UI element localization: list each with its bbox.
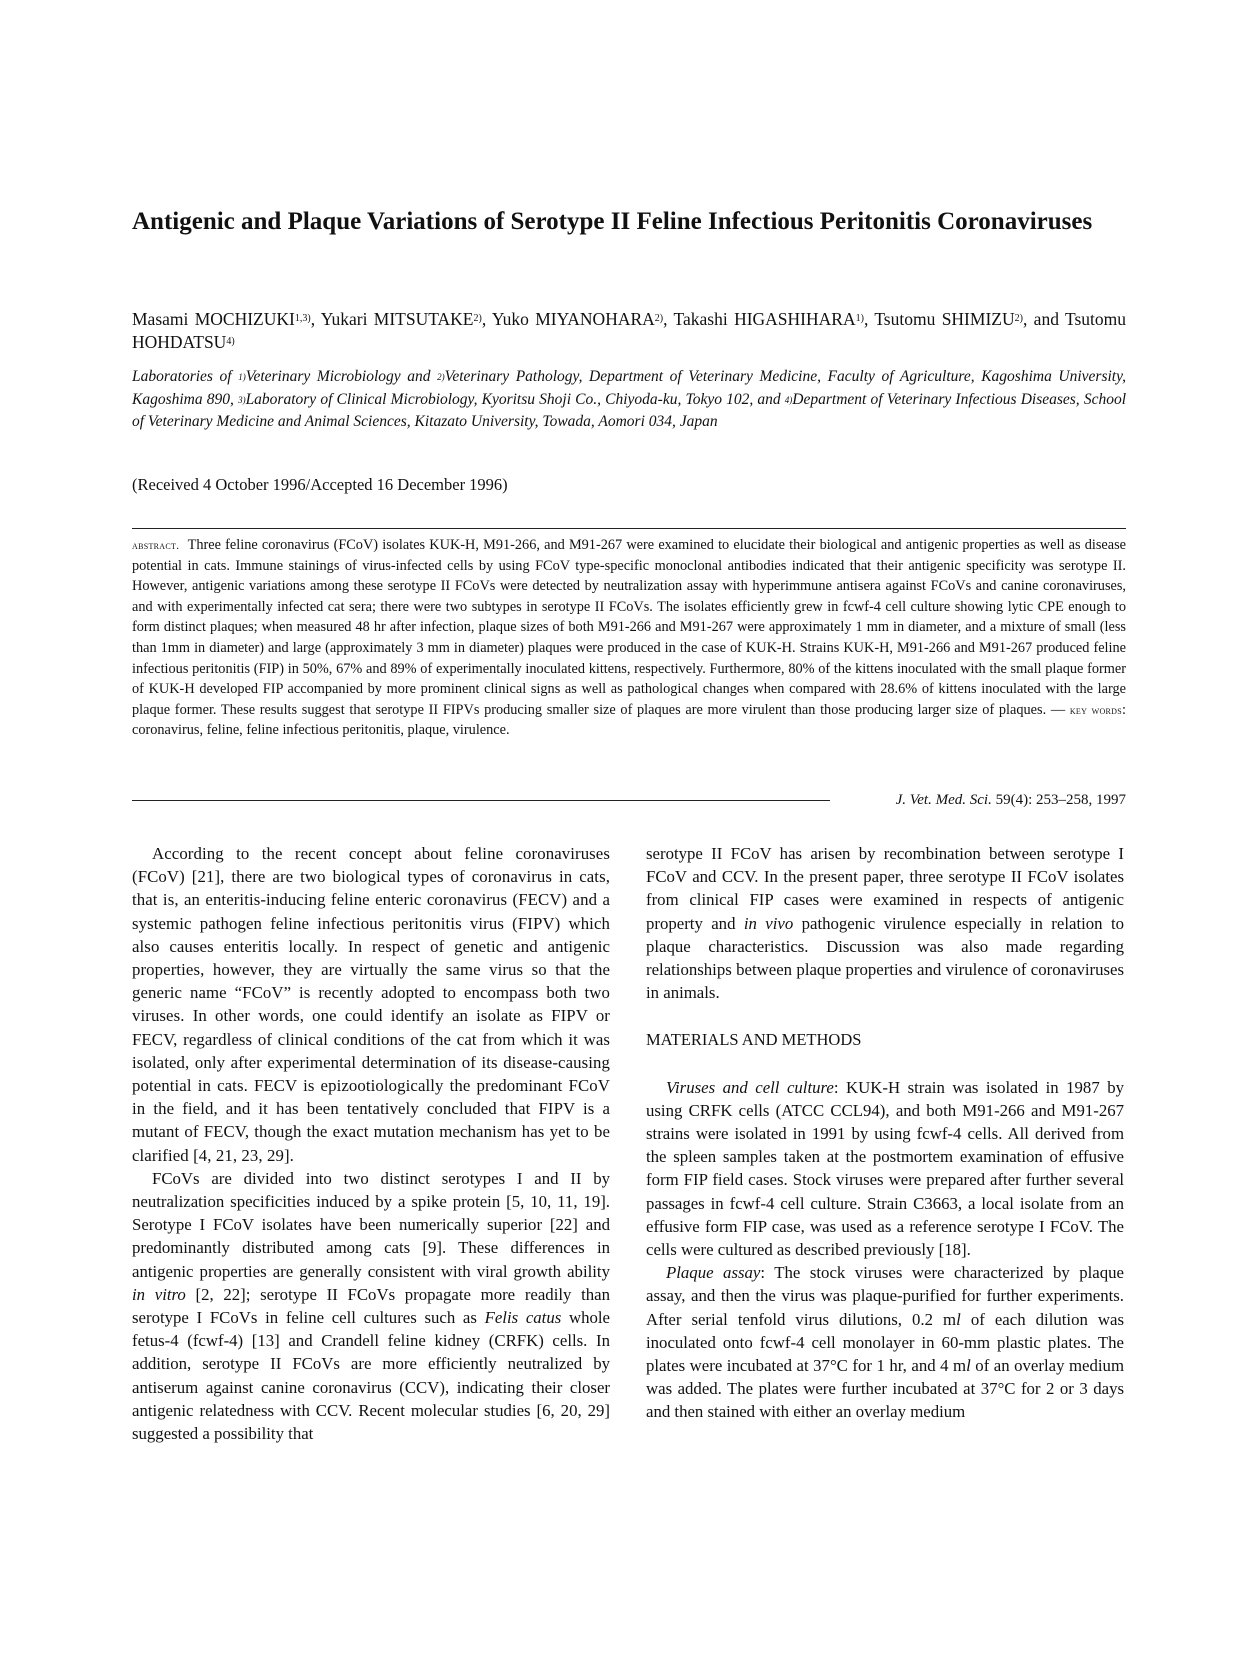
author-name: Tsutomu SHIMIZU: [874, 309, 1015, 329]
abstract: [132, 535, 1126, 741]
paragraph: FCoVs are divided into two distinct serotypes I and II by neutralization specificities induced by a spike protein [5, 10, 11, 19]. Serotype I FCoV isolates have been numerically superior [22] and predominantly distributed among cats [9]. These differences in antigenic properties are generally consistent with viral growth ability in vitro [2, 22]; serotype II FCoVs propagate more readily than serotype I FCoVs in feline cell cultures such as Felis catus whole fetus-4 (fcwf-4) [13] and Crandell feline kidney (CRFK) cells. In addition, serotype II FCoVs are more efficiently neutralized by antiserum against canine coronavirus (CCV), indicating their closer antigenic relatedness with CCV. Recent molecular studies [6, 20, 29] suggested a possibility that: [132, 1168, 610, 1444]
abstract-top-rule: [132, 528, 1126, 529]
author-name: Takashi HIGASHIHARA: [673, 309, 856, 329]
author-affiliation-mark: 1): [855, 313, 864, 324]
author-list: Masami MOCHIZUKI$^{1,3)}$, Yukari MITSUTAKE$^{2)}$, Yuko MIYANOHARA$^{2)}$, Takashi HIGASHIHARA$^{1)}$, Tsutomu SHIMIZU$^{2)}$, and Tsutomu HOHDATSU$^{4)}$: [132, 309, 1126, 352]
citation-row: [132, 788, 1126, 812]
article-title: Antigenic and Plaque Variations of Serotype II Feline Infectious Peritonitis Coronaviruses: [132, 208, 1093, 235]
author-affiliation-mark: 1,3): [294, 313, 311, 324]
right-column: [646, 842, 1124, 1424]
author-affiliation-mark: 2): [654, 313, 664, 324]
subsection-label: Viruses and cell culture: [666, 1077, 834, 1097]
journal-name: J. Vet. Med. Sci.: [895, 792, 992, 808]
journal-volume-pages: 59(4): 253–258, 1997: [995, 792, 1126, 808]
abstract-text: Three feline coronavirus (FCoV) isolates KUK-H, M91-266, and M91-267 were examined to elucidate their biological and antigenic properties as well as disease potential in cats. Immune stainings of virus-infected cells by using FCoV type-specific monoclonal antibodies indicated that their antigenic specificity was serotype II. However, antigenic variations among these serotype II FCoVs were detected by neutralization assay with hyperimmune antisera against FCoVs and canine coronaviruses, and with experimentally infected cat sera; there were two subtypes in serotype II FCoVs. The isolates efficiently grew in fcwf-4 cell culture showing lytic CPE enough to form distinct plaques; when measured 48 hr after infection, plaque sizes of both M91-266 and M91-267 were approximately 1 mm in diameter, and a mixture of small (less than 1mm in diameter) and large (approximately 3 mm in diameter) plaques were produced in the case of KUK-H. Strains KUK-H, M91-266 and M91-267 produced feline infectious peritonitis (FIP) in 50%, 67% and 89% of experimentally inoculated kittens, respectively. Furthermore, 80% of the kittens inoculated with the small plaque former of KUK-H developed FIP accompanied by more prominent clinical signs as well as pathological changes when compared with 28.6% of kittens inoculated with the large plaque former. These results suggest that serotype II FIPVs producing smaller size of plaques are more virulent than those producing larger size of plaques. —: [132, 537, 1126, 718]
abstract-bottom-rule: [132, 800, 830, 801]
journal-citation: [896, 788, 1126, 812]
left-column: [132, 842, 610, 1445]
author-affiliation-mark: 2): [1014, 313, 1023, 324]
author-name: Tsutomu HOHDATSU: [132, 309, 1126, 352]
affiliations: Laboratories of $^{1)}$Veterinary Microbiology and $^{2)}$Veterinary Pathology, Department of Veterinary Medicine, Faculty of Agriculture, Kagoshima University, Kagoshima 890, $^{3)}$Laboratory of Clinical Microbiology, Kyoritsu Shoji Co., Chiyoda-ku, Tokyo 102, and $^{4)}$Department of Veterinary Infectious Diseases, School of Veterinary Medicine and Animal Sciences, Kitazato University, Towada, Aomori 034, Japan: [132, 368, 1127, 430]
paragraph: Plaque assay: The stock viruses were characterized by plaque assay, and then the virus was plaque-purified for further experiments. After serial tenfold virus dilutions, 0.2 ml of each dilution was inoculated onto fcwf-4 cell monolayer in 60-mm plastic plates. The plates were incubated at 37°C for 1 hr, and 4 ml of an overlay medium was added. The plates were further incubated at 37°C for 2 or 3 days and then stained with either an overlay medium: [646, 1263, 1124, 1422]
author-conjunction: and: [1033, 309, 1059, 329]
paragraph: According to the recent concept about feline coronaviruses (FCoV) [21], there are two biological types of coronavirus in cats, that is, an enteritis-inducing feline enteric coronavirus (FECV) and a systemic pathogen feline infectious peritonitis virus (FIPV) which also causes enteritis locally. In respect of genetic and antigenic properties, however, they are virtually the same virus so that the generic name “FCoV” is recently adopted to encompass both two viruses. In other words, one could identify an isolate as FIPV or FECV, regardless of clinical conditions of the cat from which it was isolated, only after experimental determination of its disease-causing potential in cats. FECV is epizootiologically the predominant FCoV in the field, and it has been tentatively concluded that FIPV is a mutant of FECV, though the exact mutation mechanism has yet to be clarified [4, 21, 23, 29].: [132, 844, 610, 1165]
keywords: : coronavirus, feline, feline infectious peritonitis, plaque, virulence.: [132, 701, 1126, 739]
received-dates: (Received 4 October 1996/Accepted 16 December 1996): [132, 475, 508, 494]
author-affiliation-mark: 2): [473, 313, 482, 324]
author-name: Yuko MIYANOHARA: [491, 309, 655, 329]
paragraph: Viruses and cell culture: KUK-H strain was isolated in 1987 by using CRFK cells (ATCC CCL94), and both M91-266 and M91-267 strains were isolated in 1991 by using fcwf-4 cells. All derived from the spleen samples taken at the postmortem examination of effusive form FIP field cases. Stock viruses were prepared after further several passages in fcwf-4 cell culture. Strain C3663, a local isolate from an effusive form FIP case, was used as a reference serotype I FCoV. The cells were cultured as described previously [18].: [646, 1077, 1124, 1260]
subsection-label: Plaque assay: [666, 1263, 761, 1283]
abstract-label: abstract.: [132, 538, 180, 552]
author-affiliation-mark: 4): [226, 336, 235, 347]
section-heading: MATERIALS AND METHODS: [646, 1030, 862, 1050]
keywords-label: key words: [1069, 702, 1123, 717]
paragraph: serotype II FCoV has arisen by recombination between serotype I FCoV and CCV. In the present paper, three serotype II FCoV isolates from clinical FIP cases were examined in respects of antigenic property and in vivo pathogenic virulence especially in relation to plaque characteristics. Discussion was also made regarding relationships between plaque properties and virulence of coronaviruses in animals.: [646, 844, 1124, 1003]
author-name: Masami MOCHIZUKI: [132, 309, 295, 329]
author-name: Yukari MITSUTAKE: [320, 309, 474, 329]
